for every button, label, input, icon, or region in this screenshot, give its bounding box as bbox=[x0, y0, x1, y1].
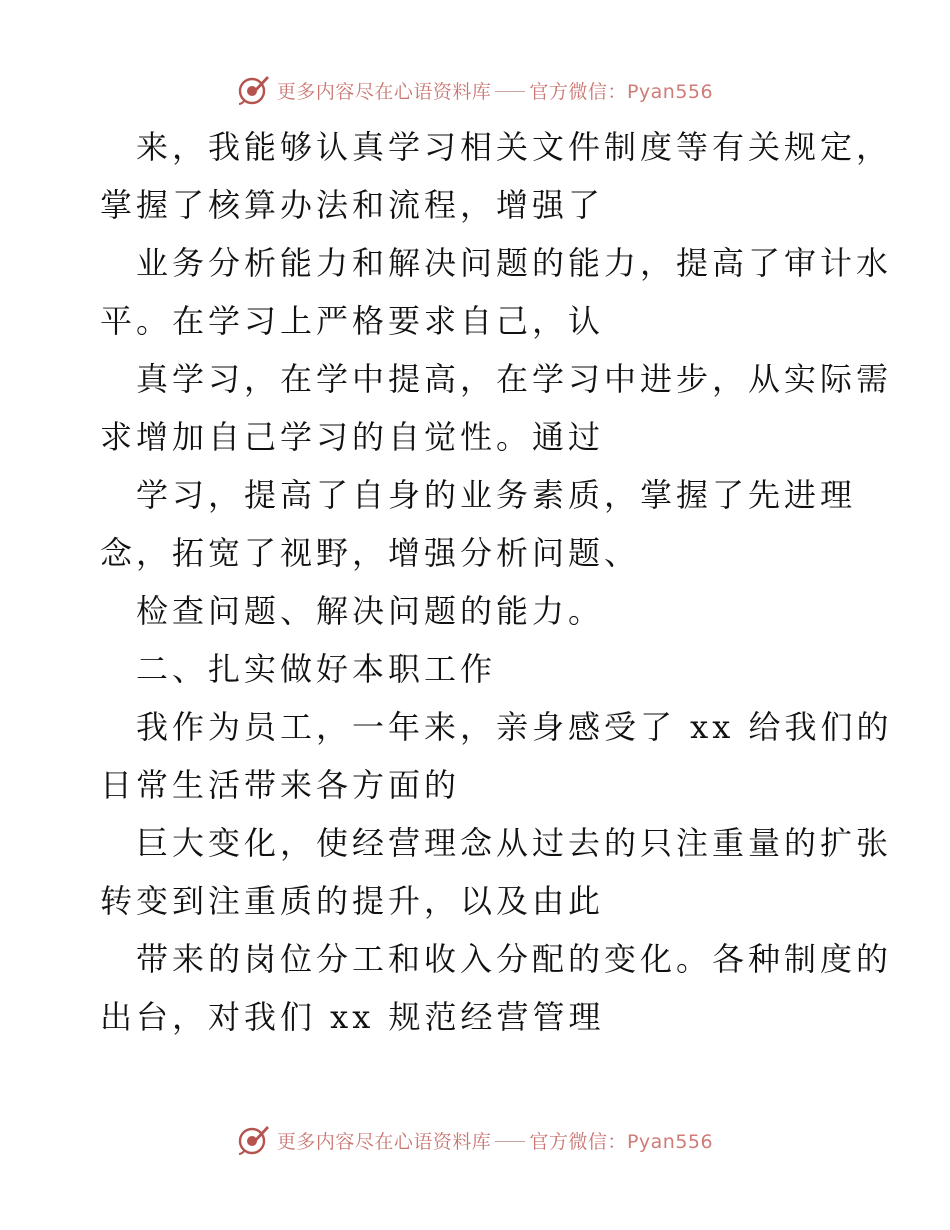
watermark-wechat-id: Pyan556 bbox=[626, 80, 714, 103]
text-line: 平。在学习上严格要求自己，认 bbox=[100, 302, 605, 340]
watermark-separator bbox=[495, 91, 525, 92]
text-line: 巨大变化，使经营理念从过去的只注重量的扩张 bbox=[136, 824, 893, 862]
text-line: 带来的岗位分工和收入分配的变化。各种制度的 bbox=[136, 940, 893, 978]
text-line: 出台，对我们 xx 规范经营管理 bbox=[100, 998, 605, 1036]
watermark-label: 官方微信： bbox=[529, 1130, 627, 1153]
text-line: 我作为员工，一年来，亲身感受了 xx 给我们的 bbox=[136, 708, 893, 746]
header-watermark bbox=[0, 70, 950, 110]
watermark-site-name: 更多内容尽在心语资料库 bbox=[276, 80, 492, 103]
text-line: 念，拓宽了视野，增强分析问题、 bbox=[100, 534, 641, 572]
document-body bbox=[100, 118, 893, 1046]
text-line: 转变到注重质的提升，以及由此 bbox=[100, 882, 605, 920]
pen-circle-logo-icon bbox=[237, 1123, 271, 1157]
watermark-wechat-id: Pyan556 bbox=[626, 1130, 714, 1153]
section-heading: 二、扎实做好本职工作 bbox=[136, 650, 497, 688]
watermark-label: 官方微信： bbox=[529, 80, 627, 103]
watermark-separator bbox=[495, 1141, 525, 1142]
text-line: 掌握了核算办法和流程，增强了 bbox=[100, 186, 605, 224]
text-line: 来，我能够认真学习相关文件制度等有关规定， bbox=[136, 128, 893, 166]
watermark-text bbox=[277, 77, 713, 104]
pen-circle-logo-icon bbox=[237, 73, 271, 107]
text-line: 学习，提高了自身的业务素质，掌握了先进理 bbox=[136, 476, 857, 514]
text-line: 求增加自己学习的自觉性。通过 bbox=[100, 418, 605, 456]
text-line: 日常生活带来各方面的 bbox=[100, 766, 461, 804]
footer-watermark bbox=[0, 1120, 950, 1160]
watermark-text bbox=[277, 1127, 713, 1154]
watermark-site-name: 更多内容尽在心语资料库 bbox=[276, 1130, 492, 1153]
text-line: 检查问题、解决问题的能力。 bbox=[136, 592, 605, 630]
text-line: 业务分析能力和解决问题的能力，提高了审计水 bbox=[136, 244, 893, 282]
text-line: 真学习，在学中提高，在学习中进步，从实际需 bbox=[136, 360, 893, 398]
